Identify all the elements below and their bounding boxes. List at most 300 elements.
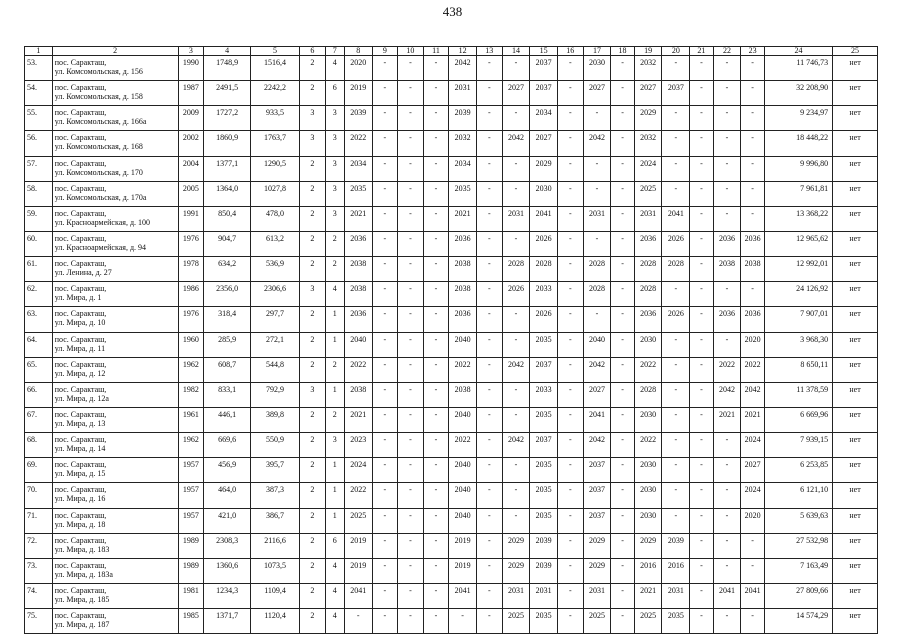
cell-col-10: - xyxy=(398,332,424,357)
cell-col-21: - xyxy=(690,609,713,634)
cell-col-10: - xyxy=(398,357,424,382)
cell-col-16: - xyxy=(558,483,584,508)
cell-col-15: 2034 xyxy=(530,106,558,131)
cell-col-21: - xyxy=(690,156,713,181)
cell-col-16: - xyxy=(558,533,584,558)
cell-col-22: - xyxy=(713,56,741,81)
cell-col-5: 792,9 xyxy=(251,382,300,407)
cell-col-15: 2037 xyxy=(530,433,558,458)
cell-col-13: - xyxy=(477,558,503,583)
column-header-6: 6 xyxy=(300,47,326,56)
cell-col-3: 1957 xyxy=(178,508,204,533)
cell-col-24: 32 208,90 xyxy=(764,81,832,106)
cell-col-20: 2028 xyxy=(662,257,690,282)
table-row xyxy=(25,609,878,634)
address-street: ул. Мира, д. 12 xyxy=(54,368,106,378)
address-cell xyxy=(52,206,178,231)
cell-col-17: - xyxy=(583,181,611,206)
cell-col-13: - xyxy=(477,206,503,231)
cell-col-25: нет xyxy=(833,407,878,432)
cell-col-25: нет xyxy=(833,558,878,583)
address-settlement: пос. Саракташ, xyxy=(54,284,107,294)
cell-col-17: 2028 xyxy=(583,257,611,282)
cell-col-11: - xyxy=(423,382,449,407)
cell-col-22: - xyxy=(713,332,741,357)
cell-col-14: - xyxy=(502,181,530,206)
table-row xyxy=(25,231,878,256)
cell-col-21: - xyxy=(690,106,713,131)
cell-col-21: - xyxy=(690,131,713,156)
cell-col-18: - xyxy=(611,156,634,181)
cell-col-23: 2024 xyxy=(741,483,764,508)
cell-col-20: 2026 xyxy=(662,231,690,256)
cell-col-12: 2040 xyxy=(449,458,477,483)
cell-col-9: - xyxy=(372,156,398,181)
cell-col-5: 1073,5 xyxy=(251,558,300,583)
cell-col-24: 5 639,63 xyxy=(764,508,832,533)
cell-col-11: - xyxy=(423,558,449,583)
cell-col-9: - xyxy=(372,382,398,407)
cell-col-13: - xyxy=(477,407,503,432)
address-cell xyxy=(52,558,178,583)
cell-col-8: 2019 xyxy=(344,81,372,106)
cell-col-6: 3 xyxy=(300,282,326,307)
cell-col-8: 2021 xyxy=(344,206,372,231)
cell-col-25: нет xyxy=(833,433,878,458)
cell-col-11: - xyxy=(423,257,449,282)
cell-col-5: 1027,8 xyxy=(251,181,300,206)
cell-col-18: - xyxy=(611,131,634,156)
address-settlement: пос. Саракташ, xyxy=(54,58,107,67)
cell-col-5: 1109,4 xyxy=(251,583,300,608)
cell-col-10: - xyxy=(398,407,424,432)
address-street: ул. Комсомольская, д. 158 xyxy=(54,92,143,102)
column-header-4: 4 xyxy=(204,47,251,56)
cell-col-23: 2020 xyxy=(741,332,764,357)
cell-col-11: - xyxy=(423,357,449,382)
cell-col-18: - xyxy=(611,558,634,583)
row-number: 57. xyxy=(25,156,53,181)
cell-col-20: 2031 xyxy=(662,583,690,608)
cell-col-15: 2037 xyxy=(530,357,558,382)
cell-col-14: 2028 xyxy=(502,257,530,282)
cell-col-15: 2041 xyxy=(530,206,558,231)
address-street: ул. Мира, д. 187 xyxy=(54,620,110,630)
cell-col-22: - xyxy=(713,558,741,583)
cell-col-18: - xyxy=(611,533,634,558)
cell-col-5: 1516,4 xyxy=(251,56,300,81)
cell-col-17: 2027 xyxy=(583,81,611,106)
cell-col-10: - xyxy=(398,508,424,533)
cell-col-25: нет xyxy=(833,332,878,357)
cell-col-24: 7 961,81 xyxy=(764,181,832,206)
cell-col-11: - xyxy=(423,156,449,181)
cell-col-4: 2491,5 xyxy=(204,81,251,106)
table-row xyxy=(25,558,878,583)
cell-col-23: - xyxy=(741,282,764,307)
cell-col-9: - xyxy=(372,106,398,131)
cell-col-17: 2042 xyxy=(583,131,611,156)
address-settlement: пос. Саракташ, xyxy=(54,83,107,93)
cell-col-4: 1748,9 xyxy=(204,56,251,81)
cell-col-7: 3 xyxy=(325,181,344,206)
cell-col-3: 2004 xyxy=(178,156,204,181)
cell-col-12: 2034 xyxy=(449,156,477,181)
cell-col-6: 2 xyxy=(300,458,326,483)
row-number: 60. xyxy=(25,231,53,256)
cell-col-18: - xyxy=(611,357,634,382)
cell-col-4: 1377,1 xyxy=(204,156,251,181)
cell-col-4: 850,4 xyxy=(204,206,251,231)
row-number: 69. xyxy=(25,458,53,483)
cell-col-10: - xyxy=(398,533,424,558)
cell-col-17: 2040 xyxy=(583,332,611,357)
cell-col-4: 1364,0 xyxy=(204,181,251,206)
cell-col-7: 4 xyxy=(325,583,344,608)
cell-col-20: - xyxy=(662,332,690,357)
cell-col-6: 2 xyxy=(300,206,326,231)
cell-col-8: 2022 xyxy=(344,483,372,508)
address-settlement: пос. Саракташ, xyxy=(54,309,107,319)
address-cell xyxy=(52,407,178,432)
column-header-14: 14 xyxy=(502,47,530,56)
cell-col-5: 478,0 xyxy=(251,206,300,231)
cell-col-10: - xyxy=(398,382,424,407)
cell-col-17: 2037 xyxy=(583,483,611,508)
address-settlement: пос. Саракташ, xyxy=(54,560,107,570)
cell-col-4: 669,6 xyxy=(204,433,251,458)
cell-col-23: - xyxy=(741,56,764,81)
cell-col-6: 2 xyxy=(300,181,326,206)
cell-col-5: 2306,6 xyxy=(251,282,300,307)
cell-col-8: 2034 xyxy=(344,156,372,181)
cell-col-16: - xyxy=(558,508,584,533)
cell-col-7: 1 xyxy=(325,382,344,407)
cell-col-14: - xyxy=(502,106,530,131)
cell-col-24: 7 939,15 xyxy=(764,433,832,458)
cell-col-17: 2028 xyxy=(583,282,611,307)
address-cell xyxy=(52,131,178,156)
cell-col-18: - xyxy=(611,382,634,407)
cell-col-10: - xyxy=(398,206,424,231)
row-number: 54. xyxy=(25,81,53,106)
cell-col-9: - xyxy=(372,206,398,231)
cell-col-18: - xyxy=(611,483,634,508)
cell-col-25: нет xyxy=(833,533,878,558)
cell-col-19: 2036 xyxy=(634,307,662,332)
column-header-12: 12 xyxy=(449,47,477,56)
cell-col-16: - xyxy=(558,332,584,357)
address-street: ул. Мира, д. 18 xyxy=(54,519,106,529)
cell-col-14: - xyxy=(502,382,530,407)
cell-col-18: - xyxy=(611,307,634,332)
cell-col-8: 2024 xyxy=(344,458,372,483)
cell-col-18: - xyxy=(611,332,634,357)
cell-col-18: - xyxy=(611,257,634,282)
cell-col-10: - xyxy=(398,231,424,256)
cell-col-17: 2029 xyxy=(583,533,611,558)
cell-col-11: - xyxy=(423,81,449,106)
cell-col-12: 2040 xyxy=(449,483,477,508)
cell-col-22: 2038 xyxy=(713,257,741,282)
table-row xyxy=(25,458,878,483)
cell-col-22: 2021 xyxy=(713,407,741,432)
cell-col-7: 3 xyxy=(325,433,344,458)
cell-col-13: - xyxy=(477,433,503,458)
cell-col-14: 2042 xyxy=(502,131,530,156)
cell-col-23: - xyxy=(741,81,764,106)
cell-col-15: 2030 xyxy=(530,181,558,206)
cell-col-18: - xyxy=(611,407,634,432)
cell-col-7: 3 xyxy=(325,206,344,231)
table-row xyxy=(25,508,878,533)
address-street: ул. Комсомольская, д. 168 xyxy=(54,142,143,152)
address-street: ул. Красноармейская, д. 94 xyxy=(54,242,147,252)
cell-col-4: 1234,3 xyxy=(204,583,251,608)
cell-col-19: 2030 xyxy=(634,407,662,432)
cell-col-22: - xyxy=(713,533,741,558)
cell-col-21: - xyxy=(690,282,713,307)
cell-col-18: - xyxy=(611,583,634,608)
cell-col-21: - xyxy=(690,483,713,508)
cell-col-16: - xyxy=(558,433,584,458)
cell-col-22: - xyxy=(713,282,741,307)
cell-col-9: - xyxy=(372,508,398,533)
cell-col-12: 2032 xyxy=(449,131,477,156)
cell-col-3: 1962 xyxy=(178,357,204,382)
cell-col-15: 2029 xyxy=(530,156,558,181)
cell-col-5: 2242,2 xyxy=(251,81,300,106)
cell-col-23: 2021 xyxy=(741,407,764,432)
address-cell xyxy=(52,583,178,608)
cell-col-3: 1962 xyxy=(178,433,204,458)
cell-col-4: 1371,7 xyxy=(204,609,251,634)
cell-col-23: 2041 xyxy=(741,583,764,608)
cell-col-7: 2 xyxy=(325,357,344,382)
cell-col-25: нет xyxy=(833,508,878,533)
cell-col-14: 2042 xyxy=(502,357,530,382)
cell-col-10: - xyxy=(398,282,424,307)
cell-col-24: 13 368,22 xyxy=(764,206,832,231)
address-settlement: пос. Саракташ, xyxy=(54,133,107,143)
cell-col-3: 1989 xyxy=(178,533,204,558)
cell-col-13: - xyxy=(477,508,503,533)
cell-col-11: - xyxy=(423,407,449,432)
cell-col-4: 1860,9 xyxy=(204,131,251,156)
row-number: 55. xyxy=(25,106,53,131)
cell-col-22: 2036 xyxy=(713,307,741,332)
cell-col-18: - xyxy=(611,56,634,81)
cell-col-17: 2041 xyxy=(583,407,611,432)
cell-col-7: 1 xyxy=(325,458,344,483)
repair-schedule-table xyxy=(24,46,878,634)
address-cell xyxy=(52,257,178,282)
cell-col-4: 285,9 xyxy=(204,332,251,357)
cell-col-22: - xyxy=(713,508,741,533)
cell-col-15: 2039 xyxy=(530,533,558,558)
cell-col-6: 2 xyxy=(300,81,326,106)
cell-col-18: - xyxy=(611,609,634,634)
table-header xyxy=(25,47,878,56)
column-header-19: 19 xyxy=(634,47,662,56)
cell-col-7: 2 xyxy=(325,231,344,256)
address-street: ул. Мира, д. 183а xyxy=(54,569,113,579)
cell-col-7: 4 xyxy=(325,56,344,81)
cell-col-13: - xyxy=(477,81,503,106)
cell-col-21: - xyxy=(690,583,713,608)
cell-col-9: - xyxy=(372,282,398,307)
cell-col-10: - xyxy=(398,106,424,131)
cell-col-20: - xyxy=(662,282,690,307)
cell-col-3: 1961 xyxy=(178,407,204,432)
cell-col-6: 2 xyxy=(300,483,326,508)
cell-col-18: - xyxy=(611,106,634,131)
cell-col-23: - xyxy=(741,609,764,634)
cell-col-24: 6 253,85 xyxy=(764,458,832,483)
cell-col-14: - xyxy=(502,332,530,357)
cell-col-12: 2040 xyxy=(449,407,477,432)
cell-col-7: 6 xyxy=(325,533,344,558)
cell-col-7: 4 xyxy=(325,282,344,307)
address-cell xyxy=(52,307,178,332)
cell-col-3: 1985 xyxy=(178,609,204,634)
cell-col-7: 1 xyxy=(325,483,344,508)
cell-col-22: 2022 xyxy=(713,357,741,382)
cell-col-3: 1957 xyxy=(178,458,204,483)
cell-col-17: 2031 xyxy=(583,206,611,231)
cell-col-19: 2025 xyxy=(634,609,662,634)
column-header-1: 1 xyxy=(25,47,53,56)
cell-col-8: 2038 xyxy=(344,257,372,282)
row-number: 75. xyxy=(25,609,53,634)
cell-col-25: нет xyxy=(833,131,878,156)
cell-col-6: 2 xyxy=(300,533,326,558)
cell-col-9: - xyxy=(372,56,398,81)
cell-col-25: нет xyxy=(833,231,878,256)
cell-col-24: 27 532,98 xyxy=(764,533,832,558)
cell-col-11: - xyxy=(423,106,449,131)
cell-col-14: - xyxy=(502,307,530,332)
cell-col-15: 2037 xyxy=(530,81,558,106)
cell-col-13: - xyxy=(477,282,503,307)
cell-col-23: - xyxy=(741,156,764,181)
header-row xyxy=(25,47,878,56)
cell-col-19: 2032 xyxy=(634,56,662,81)
cell-col-24: 9 234,97 xyxy=(764,106,832,131)
cell-col-20: 2016 xyxy=(662,558,690,583)
cell-col-16: - xyxy=(558,558,584,583)
cell-col-21: - xyxy=(690,307,713,332)
cell-col-6: 2 xyxy=(300,231,326,256)
cell-col-24: 11 746,73 xyxy=(764,56,832,81)
cell-col-17: 2042 xyxy=(583,433,611,458)
cell-col-15: 2033 xyxy=(530,282,558,307)
cell-col-11: - xyxy=(423,508,449,533)
cell-col-9: - xyxy=(372,483,398,508)
address-cell xyxy=(52,458,178,483)
cell-col-6: 2 xyxy=(300,407,326,432)
cell-col-17: 2037 xyxy=(583,458,611,483)
cell-col-3: 1991 xyxy=(178,206,204,231)
cell-col-13: - xyxy=(477,257,503,282)
cell-col-21: - xyxy=(690,332,713,357)
cell-col-17: - xyxy=(583,106,611,131)
cell-col-9: - xyxy=(372,407,398,432)
cell-col-12: 2038 xyxy=(449,282,477,307)
address-settlement: пос. Саракташ, xyxy=(54,208,107,218)
cell-col-19: 2022 xyxy=(634,433,662,458)
address-cell xyxy=(52,81,178,106)
cell-col-15: 2035 xyxy=(530,407,558,432)
cell-col-11: - xyxy=(423,458,449,483)
cell-col-11: - xyxy=(423,282,449,307)
cell-col-19: 2030 xyxy=(634,483,662,508)
cell-col-24: 12 965,62 xyxy=(764,231,832,256)
cell-col-21: - xyxy=(690,206,713,231)
cell-col-5: 2116,6 xyxy=(251,533,300,558)
cell-col-8: 2041 xyxy=(344,583,372,608)
column-header-18: 18 xyxy=(611,47,634,56)
cell-col-17: - xyxy=(583,307,611,332)
cell-col-23: 2042 xyxy=(741,382,764,407)
cell-col-6: 2 xyxy=(300,56,326,81)
cell-col-4: 2356,0 xyxy=(204,282,251,307)
cell-col-6: 2 xyxy=(300,433,326,458)
cell-col-13: - xyxy=(477,106,503,131)
address-cell xyxy=(52,533,178,558)
table-row xyxy=(25,307,878,332)
cell-col-14: 2029 xyxy=(502,558,530,583)
table-row xyxy=(25,131,878,156)
cell-col-14: 2029 xyxy=(502,533,530,558)
address-cell xyxy=(52,433,178,458)
cell-col-24: 27 809,66 xyxy=(764,583,832,608)
cell-col-21: - xyxy=(690,508,713,533)
row-number: 71. xyxy=(25,508,53,533)
cell-col-24: 24 126,92 xyxy=(764,282,832,307)
cell-col-15: 2035 xyxy=(530,609,558,634)
cell-col-22: - xyxy=(713,156,741,181)
cell-col-18: - xyxy=(611,231,634,256)
cell-col-8: 2035 xyxy=(344,181,372,206)
cell-col-11: - xyxy=(423,56,449,81)
column-header-22: 22 xyxy=(713,47,741,56)
cell-col-5: 1763,7 xyxy=(251,131,300,156)
cell-col-4: 1360,6 xyxy=(204,558,251,583)
address-settlement: пос. Саракташ, xyxy=(54,485,107,495)
cell-col-3: 1986 xyxy=(178,282,204,307)
cell-col-12: 2019 xyxy=(449,558,477,583)
cell-col-19: 2032 xyxy=(634,131,662,156)
cell-col-8: 2020 xyxy=(344,56,372,81)
table-row xyxy=(25,206,878,231)
cell-col-25: нет xyxy=(833,357,878,382)
address-cell xyxy=(52,609,178,634)
cell-col-15: 2026 xyxy=(530,307,558,332)
cell-col-7: 3 xyxy=(325,106,344,131)
cell-col-13: - xyxy=(477,332,503,357)
cell-col-13: - xyxy=(477,131,503,156)
cell-col-7: 1 xyxy=(325,332,344,357)
address-street: ул. Мира, д. 13 xyxy=(54,418,106,428)
cell-col-15: 2035 xyxy=(530,332,558,357)
cell-col-14: 2031 xyxy=(502,206,530,231)
row-number: 68. xyxy=(25,433,53,458)
row-number: 67. xyxy=(25,407,53,432)
cell-col-20: - xyxy=(662,156,690,181)
address-street: ул. Комсомольская, д. 156 xyxy=(54,67,143,76)
cell-col-23: 2038 xyxy=(741,257,764,282)
